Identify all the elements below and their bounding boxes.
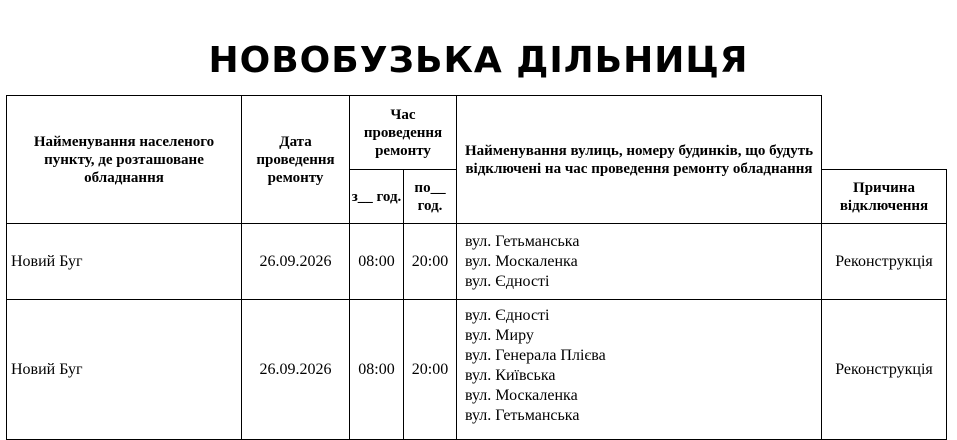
row-to: 20:00 [404, 300, 457, 440]
row-from: 08:00 [350, 300, 404, 440]
street-item: вул. Генерала Плієва [465, 347, 606, 364]
table-row [7, 300, 947, 440]
table-row [7, 224, 947, 300]
street-item: вул. Миру [465, 327, 534, 344]
header-place: Найменування населеного пункту, де розташоване обладнання [7, 96, 242, 224]
row-date: 26.09.2026 [242, 224, 350, 300]
street-item: вул. Гетьманська [465, 407, 580, 424]
header-streets: Найменування вулиць, номеру будинків, що будуть відключені на час проведення ремонту обладнання [457, 96, 822, 224]
row-date: 26.09.2026 [242, 300, 350, 440]
row-place: Новий Буг [7, 224, 242, 300]
row-reason: Реконструкція [822, 224, 947, 300]
header-to: по__ год. [404, 170, 457, 224]
row-streets [457, 300, 822, 440]
street-item: вул. Гетьманська [465, 232, 580, 250]
header-from: з__ год. [350, 170, 404, 224]
outage-table [6, 95, 947, 440]
header-time-group: Час проведення ремонту [350, 96, 457, 170]
street-item: вул. Єдності [465, 272, 550, 290]
page-title: НОВОБУЗЬКА ДІЛЬНИЦЯ [208, 40, 749, 81]
header-date: Дата проведення ремонту [242, 96, 350, 224]
row-to: 20:00 [404, 224, 457, 300]
header-reason-spacer [822, 96, 947, 170]
header-reason: Причина відключення [822, 170, 947, 224]
row-place: Новий Буг [7, 300, 242, 440]
row-streets [457, 224, 822, 300]
street-item: вул. Москаленка [465, 387, 578, 404]
street-item: вул. Москаленка [465, 252, 578, 270]
row-from: 08:00 [350, 224, 404, 300]
street-item: вул. Єдності [465, 307, 550, 324]
row-reason: Реконструкція [822, 300, 947, 440]
street-item: вул. Київська [465, 367, 556, 384]
